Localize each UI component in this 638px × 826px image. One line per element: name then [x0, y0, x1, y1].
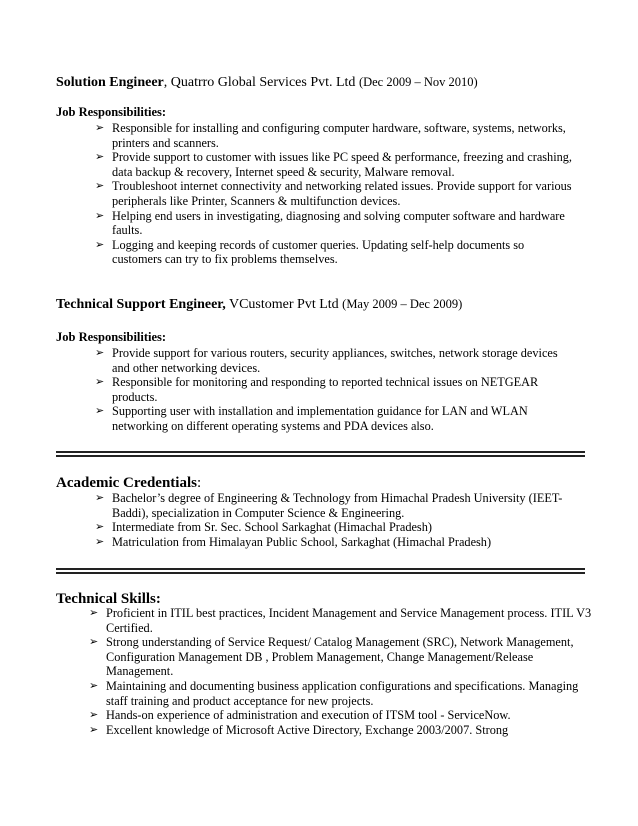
bullet-arrow-icon: ➢	[95, 491, 105, 504]
job-heading	[56, 296, 596, 313]
job-heading	[56, 74, 596, 91]
bullet-arrow-icon: ➢	[95, 121, 105, 134]
bullet-arrow-icon: ➢	[89, 678, 99, 692]
section-title-text: Academic Credentials	[56, 475, 197, 491]
section-divider	[56, 451, 585, 457]
bullet-arrow-icon: ➢	[95, 179, 105, 193]
section-title-skills: Technical Skills:	[56, 591, 161, 607]
job-responsibilities-list	[56, 346, 576, 434]
section-title-academic	[56, 474, 596, 492]
list-item	[56, 723, 596, 738]
academic-list	[56, 491, 576, 549]
bullet-list	[56, 491, 576, 549]
bullet-list	[56, 346, 576, 434]
list-item-text: Intermediate from Sr. Sec. School Sarkaghat (Himachal Pradesh)	[112, 520, 432, 535]
section-title-colon: :	[196, 475, 202, 491]
job-dates: (May 2009 – Dec 2009)	[342, 297, 463, 311]
list-item-text: Hands-on experience of administration and execution of ITSM tool - ServiceNow.	[106, 708, 511, 723]
bullet-arrow-icon: ➢	[95, 150, 105, 164]
bullet-arrow-icon: ➢	[89, 722, 99, 736]
list-item	[56, 179, 576, 208]
list-item	[56, 708, 596, 723]
list-item	[56, 679, 596, 708]
bullet-arrow-icon: ➢	[95, 375, 105, 389]
bullet-arrow-icon: ➢	[95, 404, 105, 418]
bullet-arrow-icon: ➢	[95, 208, 105, 222]
responsibilities-label: Job Responsibilities:	[56, 105, 167, 119]
bullet-arrow-icon: ➢	[89, 708, 99, 722]
list-item	[56, 121, 576, 150]
responsibilities-label: Job Responsibilities:	[56, 330, 167, 344]
bullet-arrow-icon: ➢	[89, 635, 99, 649]
bullet-arrow-icon: ➢	[95, 534, 105, 548]
list-item-text: Troubleshoot internet connectivity and networking related issues. Provide support for various peripherals like Printer, Scanners & multifunction devices.	[112, 179, 572, 208]
list-item	[56, 520, 576, 535]
list-item	[56, 238, 576, 267]
job-title: Technical Support Engineer,	[56, 297, 226, 312]
job-title: Solution Engineer	[56, 75, 164, 90]
list-item	[56, 150, 576, 179]
list-item	[56, 491, 576, 520]
list-item-text: Provide support for various routers, security appliances, switches, network storage devices and other networking devices.	[112, 346, 558, 375]
company-name: VCustomer Pvt Ltd	[225, 297, 339, 312]
job-responsibilities-list	[56, 121, 576, 267]
list-item-text: Helping end users in investigating, diagnosing and solving computer software and hardware faults.	[112, 208, 565, 238]
list-item	[56, 535, 576, 550]
skills-list	[56, 606, 596, 737]
list-item-text: Provide support to customer with issues like PC speed & performance, freezing and crashing, data backup & recovery, Internet speed & security, Malware removal.	[112, 150, 572, 179]
list-item-text: Matriculation from Himalayan Public School, Sarkaghat (Himachal Pradesh)	[112, 534, 492, 549]
bullet-list	[56, 606, 596, 737]
bullet-arrow-icon: ➢	[89, 606, 99, 619]
list-item-text: Supporting user with installation and implementation guidance for LAN and WLAN networking on different operating systems and PDA devices also.	[112, 404, 528, 433]
list-item	[56, 635, 596, 679]
list-item	[56, 209, 576, 238]
bullet-list	[56, 121, 576, 267]
list-item	[56, 346, 576, 375]
list-item-text: Responsible for installing and configuring computer hardware, software, systems, networks, printers and scanners.	[112, 121, 566, 150]
list-item-text: Responsible for monitoring and responding to reported technical issues on NETGEAR products.	[112, 375, 539, 404]
company-name: , Quatrro Global Services Pvt. Ltd	[163, 75, 356, 90]
section-divider	[56, 568, 585, 574]
job-dates: (Dec 2009 – Nov 2010)	[358, 75, 478, 89]
list-item	[56, 606, 596, 635]
list-item-text: Logging and keeping records of customer queries. Updating self-help documents so customers can try to fix problems themselves.	[112, 237, 525, 267]
list-item	[56, 375, 576, 404]
list-item-text: Bachelor’s degree of Engineering & Technology from Himachal Pradesh University (IEET- Baddi), specialization in Computer Science & Engineering.	[112, 491, 563, 520]
list-item	[56, 404, 576, 433]
bullet-arrow-icon: ➢	[95, 346, 105, 359]
bullet-arrow-icon: ➢	[95, 237, 105, 251]
list-item-text: Excellent knowledge of Microsoft Active Directory, Exchange 2003/2007. Strong	[106, 722, 509, 737]
list-item-text: Proficient in ITIL best practices, Incident Management and Service Management process. ITIL V3 Certified.	[106, 606, 592, 635]
bullet-arrow-icon: ➢	[95, 520, 105, 534]
list-item-text: Maintaining and documenting business application configurations and specifications. Managing staff training and product acceptance for new projects.	[106, 678, 579, 708]
list-item-text: Strong understanding of Service Request/ Catalog Management (SRC), Network Management, Configuration Management DB , Problem Management, Change Management/Release Management.	[106, 635, 574, 679]
